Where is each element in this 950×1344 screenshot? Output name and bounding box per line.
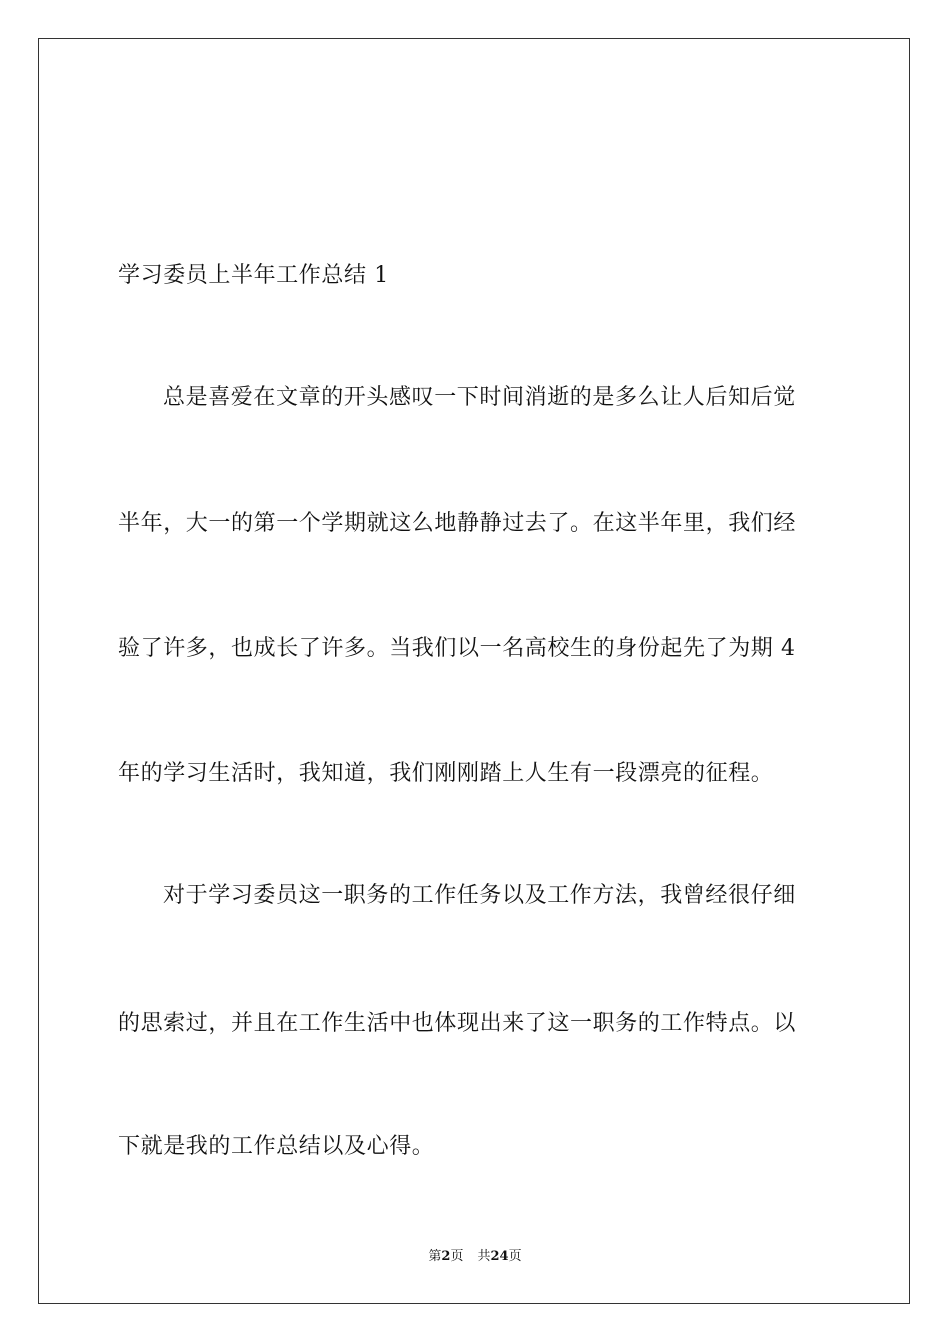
page-border (38, 38, 910, 1304)
total-pages: 24 (490, 1249, 509, 1264)
document-title: 学习委员上半年工作总结 1 (118, 263, 389, 288)
total-prefix: 共 (477, 1249, 491, 1264)
paragraph-2-line-3: 下就是我的工作总结以及心得。 (118, 1134, 435, 1159)
paragraph-2-line-1: 对于学习委员这一职务的工作任务以及工作方法，我曾经很仔细 (163, 883, 796, 908)
paragraph-1-line-2: 半年，大一的第一个学期就这么地静静过去了。在这半年里，我们经 (118, 511, 797, 536)
paragraph-1-line-3: 验了许多，也成长了许多。当我们以一名高校生的身份起先了为期 4 (118, 636, 796, 661)
paragraph-1-line-4: 年的学习生活时，我知道，我们刚刚踏上人生有一段漂亮的征程。 (118, 761, 774, 786)
page-number: 2 (441, 1249, 451, 1264)
page-prefix: 第 (428, 1249, 442, 1264)
paragraph-1-line-1: 总是喜爱在文章的开头感叹一下时间消逝的是多么让人后知后觉 (163, 385, 796, 410)
paragraph-2-line-2: 的思索过，并且在工作生活中也体现出来了这一职务的工作特点。以 (118, 1011, 797, 1036)
total-suffix: 页 (508, 1249, 522, 1264)
page-suffix: 页 (450, 1249, 464, 1264)
page-footer (0, 1248, 950, 1266)
